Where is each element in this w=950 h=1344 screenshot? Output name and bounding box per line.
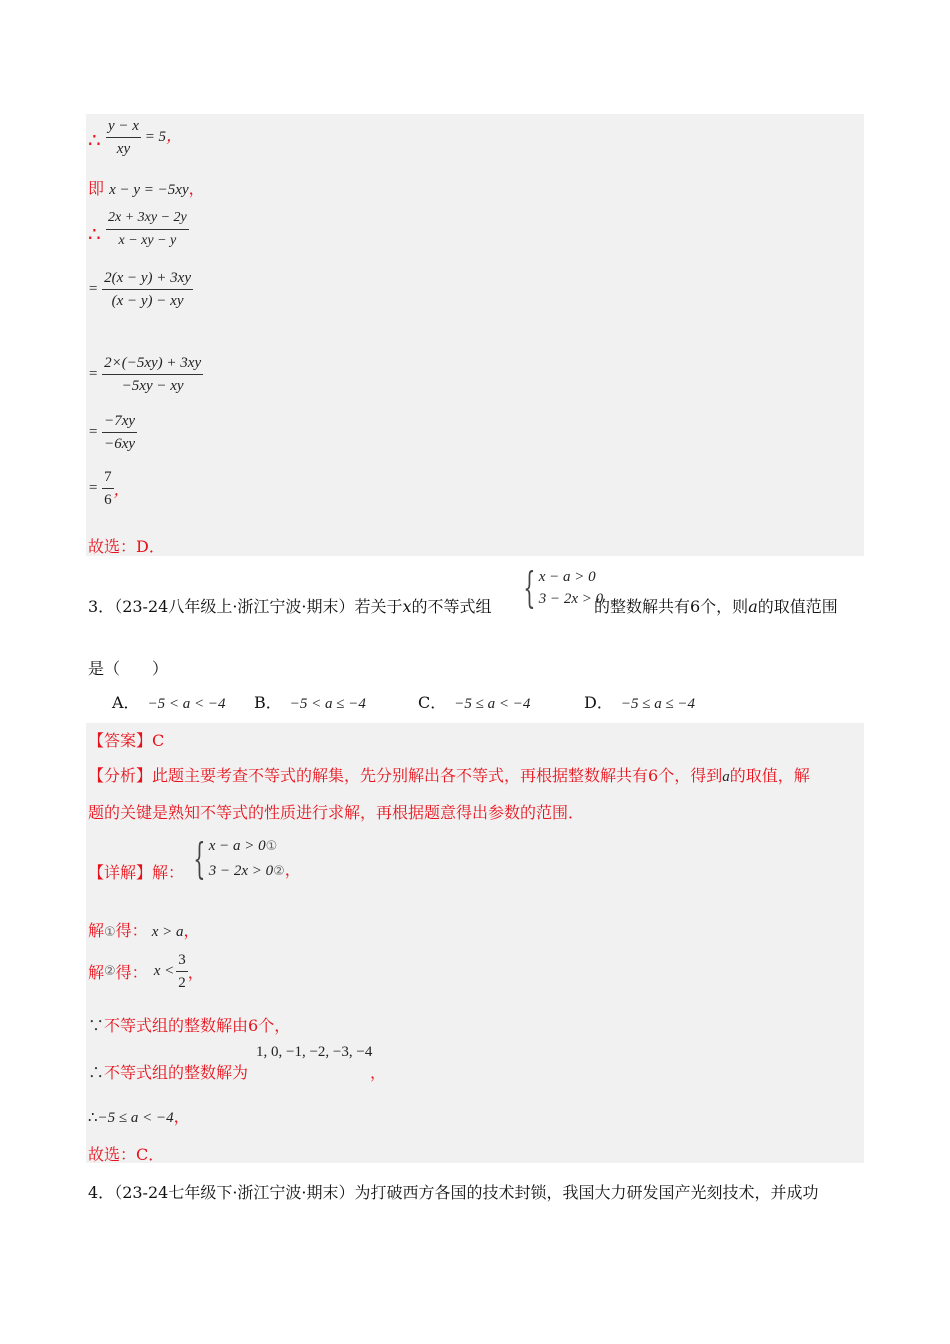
solution-step-6 bbox=[88, 411, 137, 454]
question-3-line-1 bbox=[88, 594, 492, 617]
option-d[interactable] bbox=[584, 690, 695, 713]
because-symbol: ∵ bbox=[88, 1016, 105, 1035]
analysis-line-1 bbox=[88, 763, 810, 786]
fraction-numerator: −7xy bbox=[102, 411, 137, 433]
fraction-numerator: 2(x − y) + 3xy bbox=[102, 268, 193, 290]
question-number: 4． bbox=[88, 1183, 115, 1202]
solution-box-q3 bbox=[86, 723, 864, 1163]
inequality-system-detail bbox=[186, 834, 301, 884]
solution-step-5 bbox=[88, 353, 203, 396]
circled-one-icon: ① bbox=[265, 839, 278, 854]
fraction-numerator: y − x bbox=[106, 116, 141, 138]
circled-two-icon: ② bbox=[104, 964, 116, 979]
option-label: C． bbox=[418, 693, 447, 712]
variable-a: a bbox=[722, 769, 730, 785]
question-text: 的不等式组 bbox=[411, 597, 492, 616]
question-text: （23-24七年级下·浙江宁波·期末）为打破西方各国的技术封锁，我国大力研发国产光刻技术，并成功 bbox=[114, 1183, 819, 1202]
analysis-text: 此题主要考查不等式的解集，先分别解出各不等式，再根据整数解共有6个，得到 bbox=[152, 766, 723, 785]
therefore-symbol: ∴ bbox=[88, 222, 101, 246]
equals-sign: = bbox=[88, 480, 99, 496]
inequality-system-q3 bbox=[516, 563, 604, 612]
therefore-text: 不等式组的整数解为 bbox=[104, 1063, 249, 1082]
equation-rhs: = 5 bbox=[144, 128, 167, 145]
fraction-numerator: 2×(−5xy) + 3xy bbox=[102, 353, 203, 375]
solution-step-4 bbox=[88, 268, 193, 311]
option-expression: −5 < a < −4 bbox=[147, 696, 226, 712]
punctuation: ， bbox=[370, 1063, 387, 1082]
fraction-denominator: 6 bbox=[104, 492, 112, 508]
fraction-denominator: xy bbox=[116, 141, 131, 157]
step-text: 得： bbox=[115, 963, 148, 982]
choice-answer-q3: 故选：C． bbox=[88, 1145, 165, 1164]
solution-step-1 bbox=[106, 116, 182, 159]
system-line-1: x − a > 0① bbox=[208, 838, 278, 854]
option-expression: −5 ≤ a ≤ −4 bbox=[620, 696, 696, 712]
question-3-line-1-end bbox=[594, 594, 838, 617]
math-expression: x > a bbox=[151, 924, 184, 940]
therefore-symbol: ∴ bbox=[88, 128, 101, 152]
variable-x: x bbox=[402, 597, 412, 616]
equals-sign: = bbox=[88, 281, 99, 297]
fraction-numerator: 7 bbox=[102, 467, 114, 489]
answer-tag: 【答案】 bbox=[88, 731, 153, 750]
math-expression: x < bbox=[153, 963, 175, 979]
step-text: 得： bbox=[115, 921, 148, 940]
fraction-denominator: −5xy − xy bbox=[121, 378, 184, 394]
question-text: （23-24八年级上·浙江宁波·期末）若关于 bbox=[114, 597, 403, 616]
answer-value: C bbox=[152, 731, 165, 750]
equals-sign: = bbox=[88, 424, 99, 440]
analysis-text: 的取值，解 bbox=[729, 766, 810, 785]
therefore-symbol: ∴ bbox=[88, 1110, 98, 1126]
circled-one-icon: ① bbox=[104, 925, 116, 940]
punctuation: ， bbox=[173, 1107, 190, 1126]
solution-step-2 bbox=[88, 176, 205, 199]
fraction-numerator: 2x + 3xy − 2y bbox=[106, 208, 189, 230]
analysis-line-2: 题的关键是熟知不等式的性质进行求解，再根据题意得出参数的范围． bbox=[88, 803, 585, 822]
choice-answer-q2: 故选：D． bbox=[88, 537, 165, 556]
system-line-2: 3 − 2x > 0②， bbox=[208, 862, 301, 879]
fraction-numerator: 3 bbox=[176, 950, 188, 972]
fraction-denominator: −6xy bbox=[104, 436, 136, 452]
punctuation: ， bbox=[113, 482, 130, 499]
detail-tag: 【详解】 bbox=[88, 863, 153, 882]
question-number: 3． bbox=[88, 597, 115, 616]
fraction-denominator: 2 bbox=[178, 975, 186, 991]
option-expression: −5 < a ≤ −4 bbox=[289, 696, 366, 712]
step-prefix: 解 bbox=[88, 921, 105, 940]
question-text: 的取值范围 bbox=[757, 597, 838, 616]
option-label: D． bbox=[584, 693, 613, 712]
because-line bbox=[88, 1013, 290, 1036]
because-text: 不等式组的整数解由6个， bbox=[104, 1016, 291, 1035]
solution-step-7 bbox=[88, 467, 130, 510]
punctuation: ， bbox=[187, 963, 204, 982]
math-expression: x − y = −5xy bbox=[109, 182, 189, 198]
brace-icon: { bbox=[523, 563, 536, 612]
analysis-tag: 【分析】 bbox=[88, 766, 153, 785]
punctuation: ， bbox=[183, 921, 200, 940]
option-c[interactable] bbox=[418, 690, 530, 713]
brace-icon: { bbox=[193, 834, 206, 883]
punctuation: ， bbox=[166, 127, 183, 145]
answer-line bbox=[88, 728, 164, 751]
solve-step-1 bbox=[88, 918, 199, 941]
math-expression: −5 ≤ a < −4 bbox=[97, 1110, 174, 1126]
conclusion-line bbox=[88, 1104, 190, 1127]
variable-a: a bbox=[748, 597, 758, 616]
step-prefix: 即 bbox=[88, 179, 105, 198]
option-expression: −5 ≤ a < −4 bbox=[454, 696, 531, 712]
solution-step-3 bbox=[106, 208, 189, 251]
therefore-line bbox=[88, 1060, 248, 1083]
equals-sign: = bbox=[88, 366, 99, 382]
solve-step-2 bbox=[88, 950, 204, 993]
punctuation: ， bbox=[284, 862, 301, 879]
step-prefix: 解 bbox=[88, 963, 105, 982]
option-label: A． bbox=[112, 693, 140, 712]
system-line-2: 3 − 2x > 0 bbox=[538, 591, 604, 607]
integer-solutions: 1, 0, −1, −2, −3, −4 bbox=[256, 1044, 373, 1060]
fraction-denominator: (x − y) − xy bbox=[111, 293, 184, 309]
question-4-line-1 bbox=[88, 1180, 819, 1203]
circled-two-icon: ② bbox=[273, 864, 285, 879]
punctuation: ， bbox=[188, 179, 205, 198]
system-line-1: x − a > 0 bbox=[538, 569, 596, 585]
option-a[interactable] bbox=[112, 690, 226, 713]
detail-prefix: 解： bbox=[152, 863, 185, 882]
therefore-symbol: ∴ bbox=[88, 1063, 105, 1082]
question-text: 的整数解共有6个，则 bbox=[594, 597, 749, 616]
detail-line bbox=[88, 860, 184, 883]
option-b[interactable] bbox=[254, 690, 366, 713]
option-label: B． bbox=[254, 693, 282, 712]
fraction-denominator: x − xy − y bbox=[118, 233, 177, 248]
question-3-line-2: 是（ ） bbox=[88, 659, 169, 678]
